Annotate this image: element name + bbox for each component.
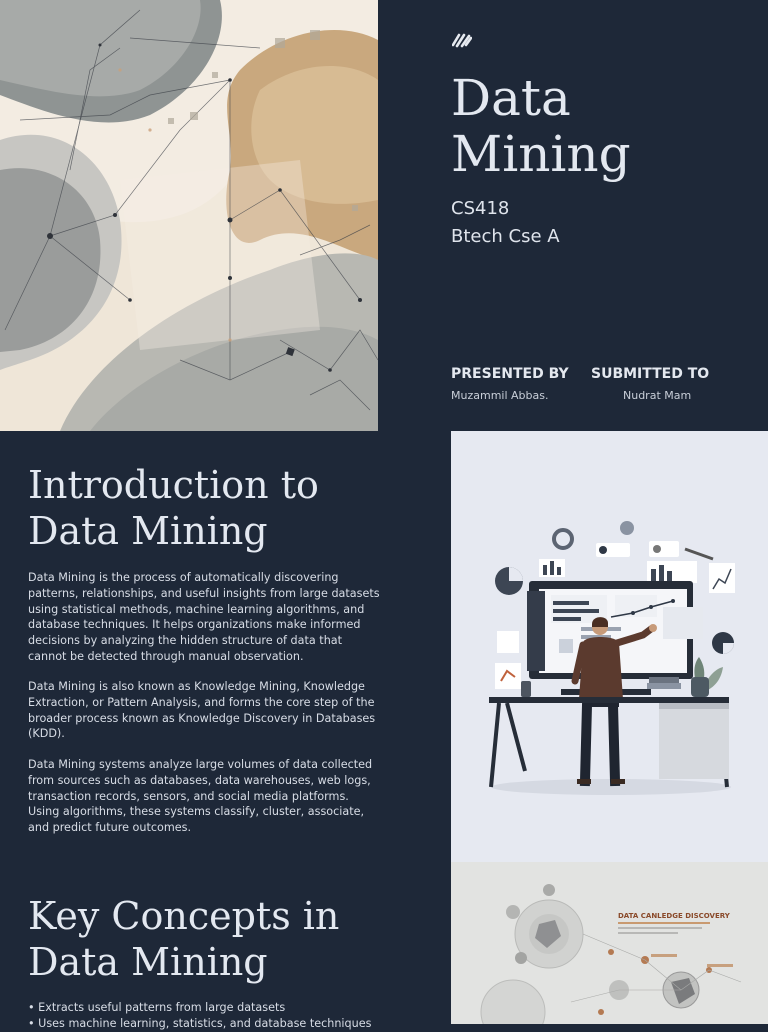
recipient-name: Nudrat Mam [623,389,692,402]
hero-abstract-image [0,0,378,431]
list-item: • Extracts useful patterns from large datasets [28,1001,286,1014]
class-name: Btech Cse A [451,226,560,247]
presented-by-label: PRESENTED BY [451,366,569,382]
list-item: • Uses machine learning, statistics, and database techniques [28,1017,372,1030]
presenter-name: Muzammil Abbas. [451,389,549,402]
presentation-title: Data Mining [451,69,631,183]
brand-logo-icon [452,32,472,52]
analyst-dashboard-illustration [451,431,768,862]
course-code: CS418 [451,198,510,219]
intro-paragraph-2: Data Mining is also known as Knowledge Mining, Knowledge Extraction, or Pattern Analysis, and forms the core step of the broader process known as Knowledge Discovery in Databases (KDD). [28,680,376,741]
intro-paragraph-3: Data Mining systems analyze large volumes of data collected from sources such as databases, data warehouses, web logs, transaction records, sensors, and social media platforms. Using algorithms, these systems classify, cluster, associate, and predict future outcomes. [28,758,373,835]
key-concepts-heading: Key Concepts in Data Mining [28,894,340,984]
key-concepts-list [28,1000,371,1032]
intro-heading: Introduction to Data Mining [28,463,319,553]
knowledge-discovery-illustration [451,862,768,1024]
submitted-to-label: SUBMITTED TO [591,366,710,382]
intro-paragraph-1: Data Mining is the process of automatically discovering patterns, relationships, and useful insights from large datasets using statistical methods, machine learning algorithms, and database techniques. It helps organizations make informed decisions by analyzing the hidden structure of data that cannot be detected through manual observation. [28,571,380,663]
illustration-title: DATA CANLEDGE DISCOVERY [618,912,730,920]
